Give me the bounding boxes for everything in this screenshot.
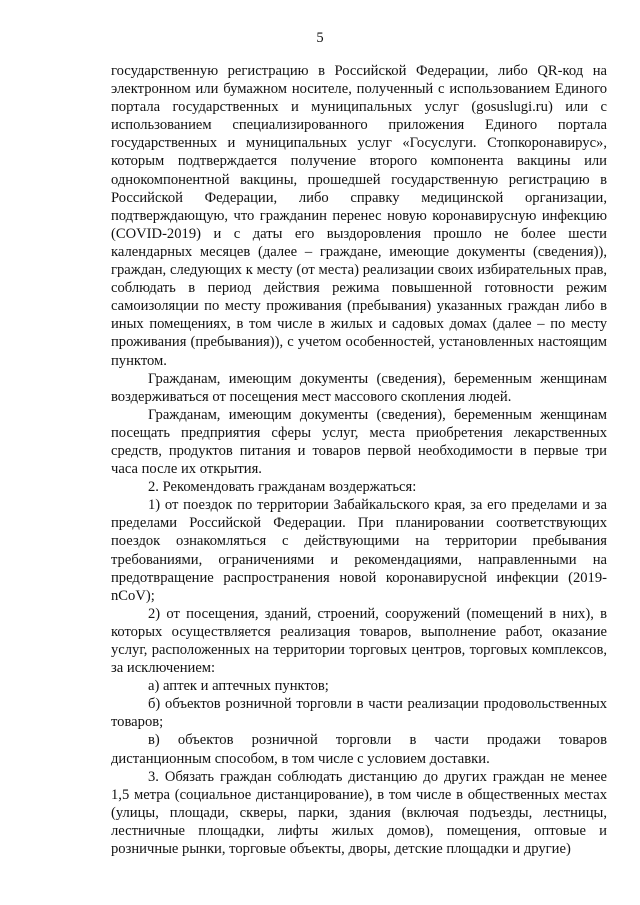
paragraph-visit-services: Гражданам, имеющим документы (сведения), беременным женщинам посещать предприятия сферы услуг, места приобретения лекарственных средств, продуктов питания и товаров первой необходимости в первые три часа после их открытия. [111,406,607,478]
paragraph-avoid-mass-gatherings: Гражданам, имеющим документы (сведения), беременным женщинам воздерживаться от посещения мест массового скопления людей. [111,370,607,405]
paragraph-item-3-distance: 3. Обязать граждан соблюдать дистанцию до других граждан не менее 1,5 метра (социальное дистанцирование), в том числе в общественных местах (улицы, площади, скверы, парки, здания (включая подъезды, лестницы, лестничные площадки, лифты жилых домов), помещения, оптовые и розничные рынки, торговые объекты, дворы, детские площадки и другие) [111,768,607,858]
paragraph-continuation: государственную регистрацию в Российской Федерации, либо QR-код на электронном или бумажном носителе, полученный с использованием Единого портала государственных и муниципальных услуг (gosuslugi.ru) или с использованием специализированного приложения Единого портала государственных и муниципальных услуг «Госуслуги. Стопкоронавирус», которым подтверждается получение второго компонента вакцины или однокомпонентной вакцины, прошедшей государственную регистрацию в Российской Федерации, либо справку медицинской организации, подтверждающую, что гражданин перенес новую коронавирусную инфекцию (COVID-2019) и с даты его выздоровления прошло не более шести календарных месяцев (далее – граждане, имеющие документы (сведения)), граждан, следующих к месту (от места) реализации своих избирательных прав, соблюдать в период действия режима повышенной готовности режим самоизоляции по месту проживания (пребывания) указанных граждан либо в иных помещениях, в том числе в жилых и садовых домах (далее – по месту проживания (пребывания)), с учетом особенностей, установленных настоящим пунктом. [111,63,607,369]
page-number: 5 [316,30,324,46]
paragraph-exception-b: б) объектов розничной торговли в части реализации продовольственных товаров; [111,696,607,731]
paragraph-exception-a: а) аптек и аптечных пунктов; [148,678,329,695]
paragraph-item-2-heading: 2. Рекомендовать гражданам воздержаться: [148,479,417,496]
paragraph-item-2-2-buildings: 2) от посещения, зданий, строений, сооружений (помещений в них), в которых осуществляется реализация товаров, выполнение работ, оказание услуг, расположенных на территории торговых центров, торговых комплексов, за исключением: [111,605,607,677]
paragraph-exception-v: в) объектов розничной торговли в части продажи товаров дистанционным способом, в том числе с условием доставки. [111,732,607,767]
document-body [111,62,607,858]
paragraph-item-2-1-travel: 1) от поездок по территории Забайкальского края, за его пределами и за пределами Российской Федерации. При планировании соответствующих поездок ознакомляться с действующими на территории пребывания требованиями, ограничениями и рекомендациями, направленными на предотвращение распространения новой коронавирусной инфекции (2019-nCoV); [111,497,607,604]
